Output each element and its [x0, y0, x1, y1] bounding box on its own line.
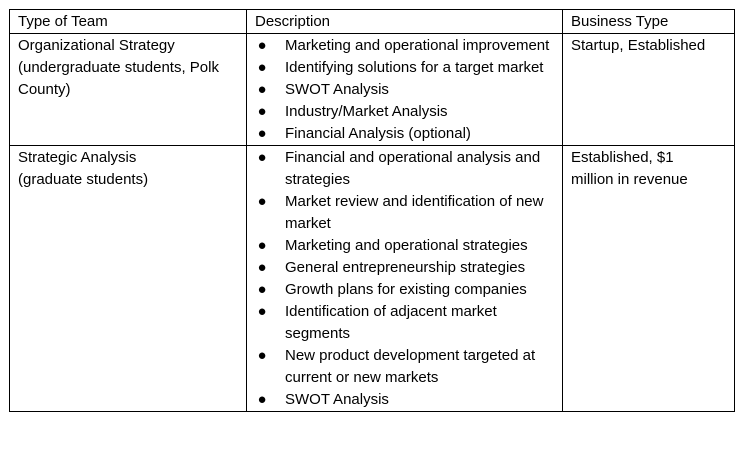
list-item-text: Industry/Market Analysis: [285, 103, 448, 120]
description-cell: [247, 34, 563, 146]
header-type-of-team: Type of Team: [10, 10, 247, 34]
list-item: [255, 279, 554, 301]
description-cell: [247, 146, 563, 412]
header-row: [10, 10, 735, 34]
description-list: [255, 147, 554, 411]
list-item: [255, 389, 554, 411]
list-item-text: General entrepreneurship strategies: [285, 259, 526, 276]
bullet-icon: ●: [257, 193, 267, 210]
header-description: Description: [247, 10, 563, 34]
list-item: [255, 35, 554, 57]
list-item: [255, 79, 554, 101]
list-item-text: SWOT Analysis: [285, 391, 389, 408]
bullet-icon: ●: [257, 37, 267, 54]
list-item: [255, 57, 554, 79]
list-item: [255, 191, 554, 235]
bullet-icon: ●: [257, 303, 267, 320]
bullet-icon: ●: [257, 81, 267, 98]
bullet-icon: ●: [257, 125, 267, 142]
list-item: [255, 101, 554, 123]
list-item-text: New product development targeted at current or new markets: [285, 347, 536, 386]
bullet-icon: ●: [257, 103, 267, 120]
list-item: [255, 257, 554, 279]
list-item-text: Identifying solutions for a target market: [285, 59, 544, 76]
team-types-table: [9, 9, 735, 412]
list-item-text: Marketing and operational strategies: [285, 237, 528, 254]
business-type-cell: Established, $1 million in revenue: [563, 146, 735, 412]
list-item-text: Marketing and operational improvement: [285, 37, 550, 54]
list-item: [255, 123, 554, 145]
list-item: [255, 345, 554, 389]
bullet-icon: ●: [257, 149, 267, 166]
list-item-text: Financial and operational analysis and strategies: [285, 149, 541, 188]
team-type-cell: Strategic Analysis (graduate students): [10, 146, 247, 412]
bullet-icon: ●: [257, 237, 267, 254]
list-item-text: SWOT Analysis: [285, 81, 389, 98]
description-list: [255, 35, 554, 145]
bullet-icon: ●: [257, 347, 267, 364]
bullet-icon: ●: [257, 281, 267, 298]
business-type-cell: Startup, Established: [563, 34, 735, 146]
list-item: [255, 301, 554, 345]
table-row: [10, 146, 735, 412]
header-business-type: Business Type: [563, 10, 735, 34]
team-type-cell: Organizational Strategy (undergraduate students, Polk County): [10, 34, 247, 146]
bullet-icon: ●: [257, 59, 267, 76]
list-item-text: Financial Analysis (optional): [285, 125, 471, 142]
list-item: [255, 147, 554, 191]
list-item-text: Market review and identification of new market: [285, 193, 544, 232]
list-item-text: Identification of adjacent market segments: [285, 303, 497, 342]
list-item: [255, 235, 554, 257]
table-row: [10, 34, 735, 146]
list-item-text: Growth plans for existing companies: [285, 281, 527, 298]
bullet-icon: ●: [257, 391, 267, 408]
bullet-icon: ●: [257, 259, 267, 276]
